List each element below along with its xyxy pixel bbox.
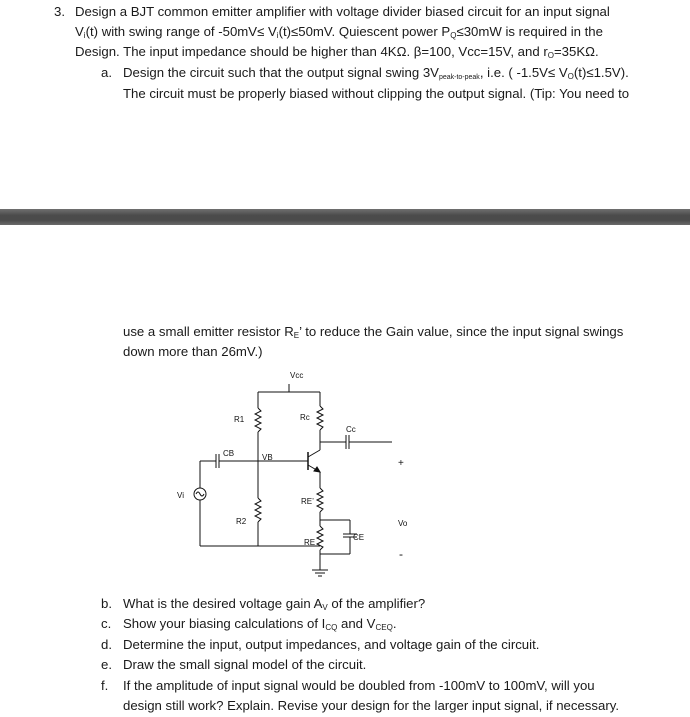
problem-line-2: $V_i(t)$ with swing range of $-50mV\le V_i(t)\le 50mV$. Quiescent power $P_Q\le 30mW$ is required in the — [75, 24, 603, 40]
problem-line-1: Design a BJT common emitter amplifier with voltage divider biased circuit for an input signal — [75, 4, 610, 19]
rc-resistor — [317, 406, 323, 430]
item-f-label: f. — [101, 678, 109, 693]
item-f-text-2: design still work? Explain. Revise your design for the larger input signal, if necessary. — [123, 698, 619, 713]
rc-label: Rc — [300, 413, 310, 422]
cc-label: Cc — [346, 425, 356, 434]
item-c-text: Show your biasing calculations of $I_{CQ}$ and $V_{CEQ}$. — [123, 616, 397, 632]
re-label: RE — [304, 538, 316, 547]
item-e-label: e. — [101, 657, 112, 672]
part-a-line-1: Design the circuit such that the output signal swing $3V_{peak-to-peak}$, i.e. ( $-1.5V\le V_O(t)\le 1.5V$). — [123, 65, 629, 81]
r1-resistor — [255, 408, 261, 432]
item-b-label: b. — [101, 596, 112, 611]
plus-label: + — [398, 458, 404, 469]
item-d-label: d. — [101, 637, 112, 652]
r2-label: R2 — [236, 517, 247, 526]
re-prime-label: RE’ — [301, 497, 314, 506]
ce-label: CE — [353, 533, 365, 542]
vo-label: Vo — [398, 519, 408, 528]
item-e-text: Draw the small signal model of the circuit. — [123, 657, 367, 672]
problem-line-3: Design. The input impedance should be higher than 4KΩ. β=100, Vcc=15V, and $r_O=35K\Omega$. — [75, 44, 599, 60]
re-prime-resistor — [317, 488, 323, 512]
r1-label: R1 — [234, 415, 245, 424]
item-c-label: c. — [101, 616, 112, 631]
vb-label: VB — [262, 453, 273, 462]
item-f-text-1: If the amplitude of input signal would be doubled from -100mV to 100mV, will you — [123, 678, 595, 693]
page-divider-bar — [0, 209, 690, 225]
vcc-label: Vcc — [290, 371, 304, 380]
amplifier-circuit-diagram — [170, 362, 430, 592]
item-b-text: What is the desired voltage gain $A_V$ of the amplifier? — [123, 596, 426, 612]
problem-number: 3. — [54, 4, 65, 19]
minus-label: - — [399, 547, 403, 561]
item-d-text: Determine the input, output impedances, and voltage gain of the circuit. — [123, 637, 540, 652]
part-a-line-4: down more than 26mV.) — [123, 344, 263, 359]
vi-label: Vi — [177, 491, 184, 500]
r2-resistor — [255, 498, 261, 522]
part-a-line-3: use a small emitter resistor $R_E$’ to reduce the Gain value, since the input signal swings — [123, 324, 624, 340]
cb-label: CB — [223, 449, 235, 458]
part-a-label: a. — [101, 65, 112, 80]
part-a-line-2: The circuit must be properly biased without clipping the output signal. (Tip: You need to — [123, 86, 630, 101]
